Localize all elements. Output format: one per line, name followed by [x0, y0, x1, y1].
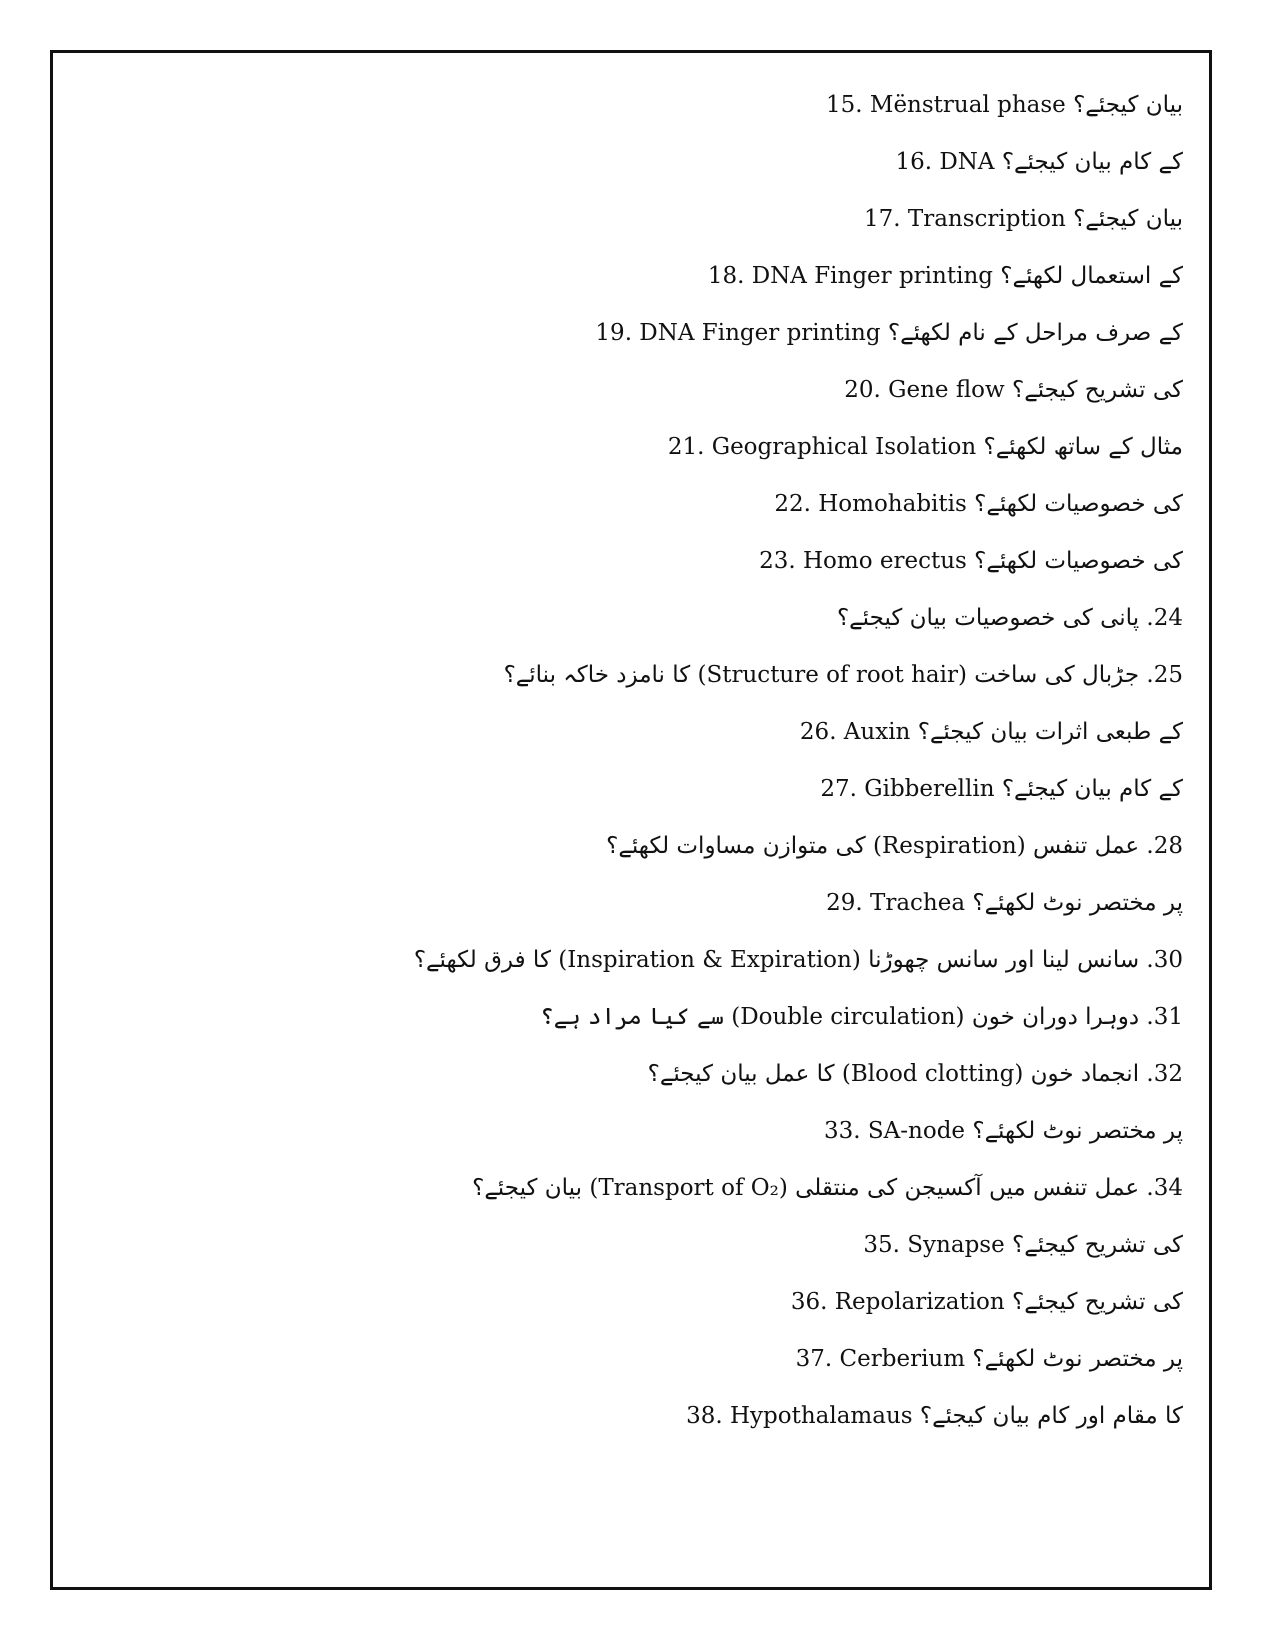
question-item: 30. سانس لینا اور سانس چھوڑنا (Inspiration & Expiration) کا فرق لکھئے؟ — [413, 947, 1183, 973]
question-item: 32. انجماد خون (Blood clotting) کا عمل بیان کیجئے؟ — [647, 1061, 1183, 1087]
question-item: 16. DNA کے کام بیان کیجئے؟ — [895, 149, 1183, 175]
question-item: 25. جڑبال کی ساخت (Structure of root hair) کا نامزد خاکہ بنائے؟ — [503, 662, 1183, 688]
question-item: 31. دوہرا دوران خون (Double circulation) سے کیا مراد ہے؟ — [540, 1004, 1183, 1030]
question-item: 26. Auxin کے طبعی اثرات بیان کیجئے؟ — [799, 719, 1183, 745]
question-item: 19. DNA Finger printing کے صرف مراحل کے نام لکھئے؟ — [595, 320, 1183, 346]
question-item: 29. Trachea پر مختصر نوٹ لکھئے؟ — [826, 890, 1183, 916]
question-item: 35. Synapse کی تشریح کیجئے؟ — [863, 1232, 1183, 1258]
question-item: 37. Cerberium پر مختصر نوٹ لکھئے؟ — [795, 1346, 1183, 1372]
question-item: 36. Repolarization کی تشریح کیجئے؟ — [790, 1289, 1183, 1315]
question-item: 28. عمل تنفس (Respiration) کی متوازن مساوات لکھئے؟ — [606, 833, 1183, 859]
question-item: 34. عمل تنفس میں آکسیجن کی منتقلی (Transport of O₂) بیان کیجئے؟ — [472, 1175, 1183, 1201]
question-item: 18. DNA Finger printing کے استعمال لکھئے؟ — [707, 263, 1183, 289]
question-item: 15. Mënstrual phase بیان کیجئے؟ — [826, 92, 1183, 118]
question-item: 23. Homo erectus کی خصوصیات لکھئے؟ — [759, 548, 1183, 574]
question-item: 33. SA-node پر مختصر نوٹ لکھئے؟ — [824, 1118, 1183, 1144]
question-item: 20. Gene flow کی تشریح کیجئے؟ — [844, 377, 1183, 403]
question-item: 24. پانی کی خصوصیات بیان کیجئے؟ — [836, 605, 1183, 631]
question-item: 38. Hypothalamaus کا مقام اور کام بیان کیجئے؟ — [686, 1403, 1183, 1429]
question-item: 21. Geographical Isolation مثال کے ساتھ لکھئے؟ — [667, 434, 1183, 460]
question-item: 22. Homohabitis کی خصوصیات لکھئے؟ — [774, 491, 1183, 517]
question-item: 27. Gibberellin کے کام بیان کیجئے؟ — [820, 776, 1183, 802]
question-item: 17. Transcription بیان کیجئے؟ — [864, 206, 1183, 232]
